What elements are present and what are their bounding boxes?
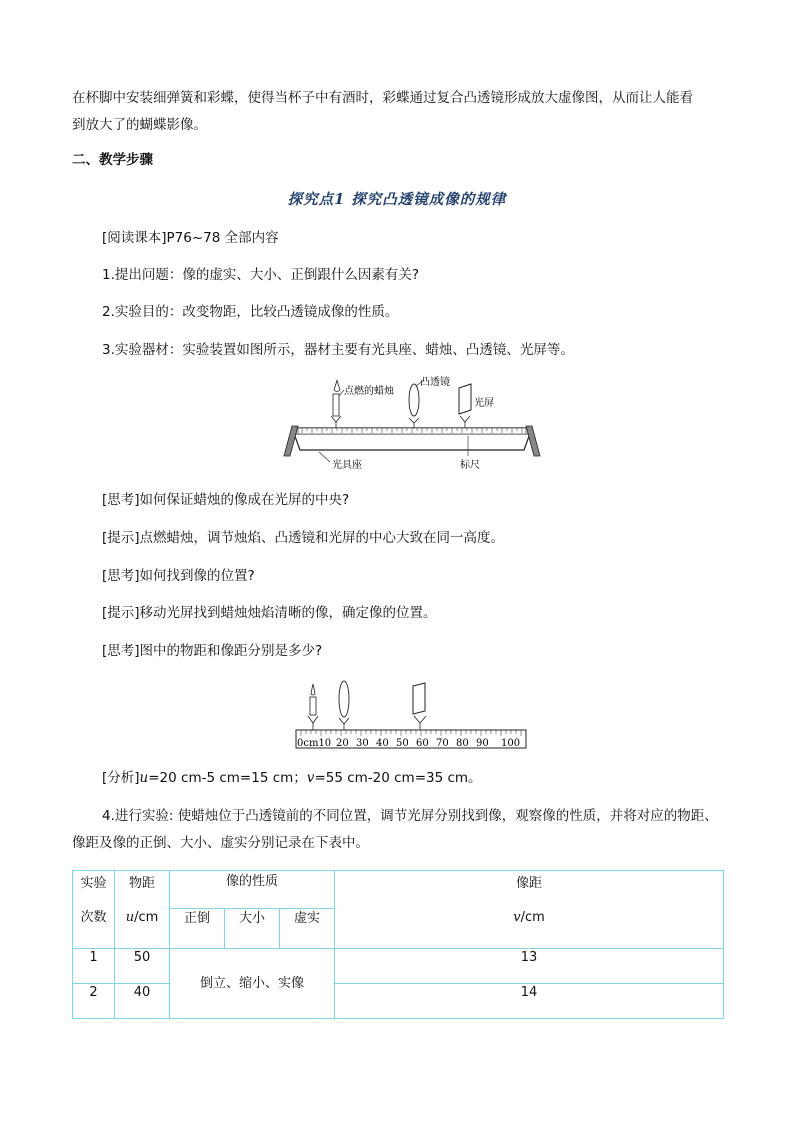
experiment-table [72, 870, 724, 1019]
analysis-u-var: u [139, 770, 149, 786]
header-image-nature: 像的性质 [170, 871, 335, 909]
think-1: [思考]如何保证蜡烛的像成在光屏的中央? [102, 492, 350, 508]
analysis-u-expr: =20 cm-5 cm=15 cm； [148, 770, 307, 786]
explore-heading: 探究点1 探究凸透镜成像的规律 [287, 191, 507, 208]
ruler-tick-label: 0cm10 [297, 738, 332, 749]
cell-image-distance: 13 [335, 949, 724, 984]
cell-image-nature-merged: 倒立、缩小、实像 [170, 949, 335, 1019]
ruler-tick-label: 20 [336, 738, 349, 749]
header-trial-line-1: 实验 [80, 876, 107, 891]
ruler-tick-label: 80 [456, 738, 469, 749]
header-trial-line-2: 次数 [80, 910, 107, 925]
intro-line-1: 在杯脚中安装细弹簧和彩蝶，使得当杯子中有酒时，彩蝶通过复合凸透镜形成放大虚像图，从而让人能看 [72, 90, 693, 106]
analysis-line [102, 768, 482, 788]
header-real-virtual: 虚实 [280, 909, 335, 949]
reading-line: [阅读课本]P76~78 全部内容 [102, 230, 279, 246]
ruler-tick-label: 30 [356, 738, 369, 749]
bench-right-leg [526, 426, 540, 456]
header-image-distance-var: v [513, 910, 521, 925]
optical-bench-figure [278, 376, 548, 472]
light-screen-icon [459, 384, 471, 428]
ruler-tick-label: 90 [476, 738, 489, 749]
ruler-tick-label: 70 [436, 738, 449, 749]
ruler-tick-label: 40 [376, 738, 389, 749]
convex-lens-icon [409, 384, 419, 428]
step-2: 2.实验目的：改变物距，比较凸透镜成像的性质。 [102, 304, 399, 320]
ruler-tick-label: 100 [501, 738, 521, 749]
lens-label: 凸透镜 [420, 377, 450, 388]
header-object-distance-label: 物距 [128, 876, 155, 891]
cell-object-distance: 50 [115, 949, 170, 984]
step-4-line-1: 4.进行实验: 使蜡烛位于凸透镜前的不同位置，调节光屏分别找到像，观察像的性质，并将对应的物距、 [102, 808, 718, 824]
hint-2: [提示]移动光屏找到蜡烛烛焰清晰的像，确定像的位置。 [102, 605, 437, 621]
convex-lens-icon [339, 681, 349, 730]
cell-object-distance: 40 [115, 984, 170, 1019]
step-4-line-2: 像距及像的正倒、大小、虚实分别记录在下表中。 [72, 835, 369, 851]
cell-trial: 1 [73, 949, 115, 984]
think-2: [思考]如何找到像的位置? [102, 568, 255, 584]
screen-label: 光屏 [474, 398, 494, 409]
header-size: 大小 [225, 909, 280, 949]
candle-icon [331, 380, 341, 428]
table-row [73, 949, 724, 984]
hint-1: [提示]点燃蜡烛，调节烛焰、凸透镜和光屏的中心大致在同一高度。 [102, 530, 505, 546]
light-screen-icon [413, 683, 426, 730]
cell-image-distance: 14 [335, 984, 724, 1019]
header-image-distance-label: 像距 [515, 876, 542, 891]
section-title: 二、教学步骤 [72, 152, 153, 168]
header-image-distance-unit: /cm [520, 910, 545, 925]
header-object-distance-var: u [125, 910, 135, 925]
step-1: 1.提出问题：像的虚实、大小、正倒跟什么因素有关? [102, 267, 420, 283]
candle-icon [308, 684, 318, 730]
header-image-distance [335, 871, 724, 949]
ruler-tick-label: 50 [396, 738, 409, 749]
cell-trial: 2 [73, 984, 115, 1019]
step-3: 3.实验器材：实验装置如图所示，器材主要有光具座、蜡烛、凸透镜、光屏等。 [102, 342, 574, 358]
analysis-prefix: [分析] [102, 770, 140, 786]
bench-left-leg [284, 426, 298, 456]
bench-label: 光具座 [332, 460, 362, 471]
header-orientation: 正倒 [170, 909, 225, 949]
ruler-tick-label: 60 [416, 738, 429, 749]
analysis-v-expr: =55 cm-20 cm=35 cm。 [314, 770, 482, 786]
analysis-v-var: v [306, 770, 315, 786]
intro-line-2: 到放大了的蝴蝶影像。 [72, 117, 207, 133]
header-object-distance-unit: /cm [134, 910, 159, 925]
think-3: [思考]图中的物距和像距分别是多少? [102, 643, 323, 659]
ruler-label: 标尺 [460, 460, 480, 471]
header-object-distance [115, 871, 170, 949]
candle-label: 点燃的蜡烛 [344, 386, 394, 397]
ruler-figure [294, 678, 530, 752]
header-trial [73, 871, 115, 949]
